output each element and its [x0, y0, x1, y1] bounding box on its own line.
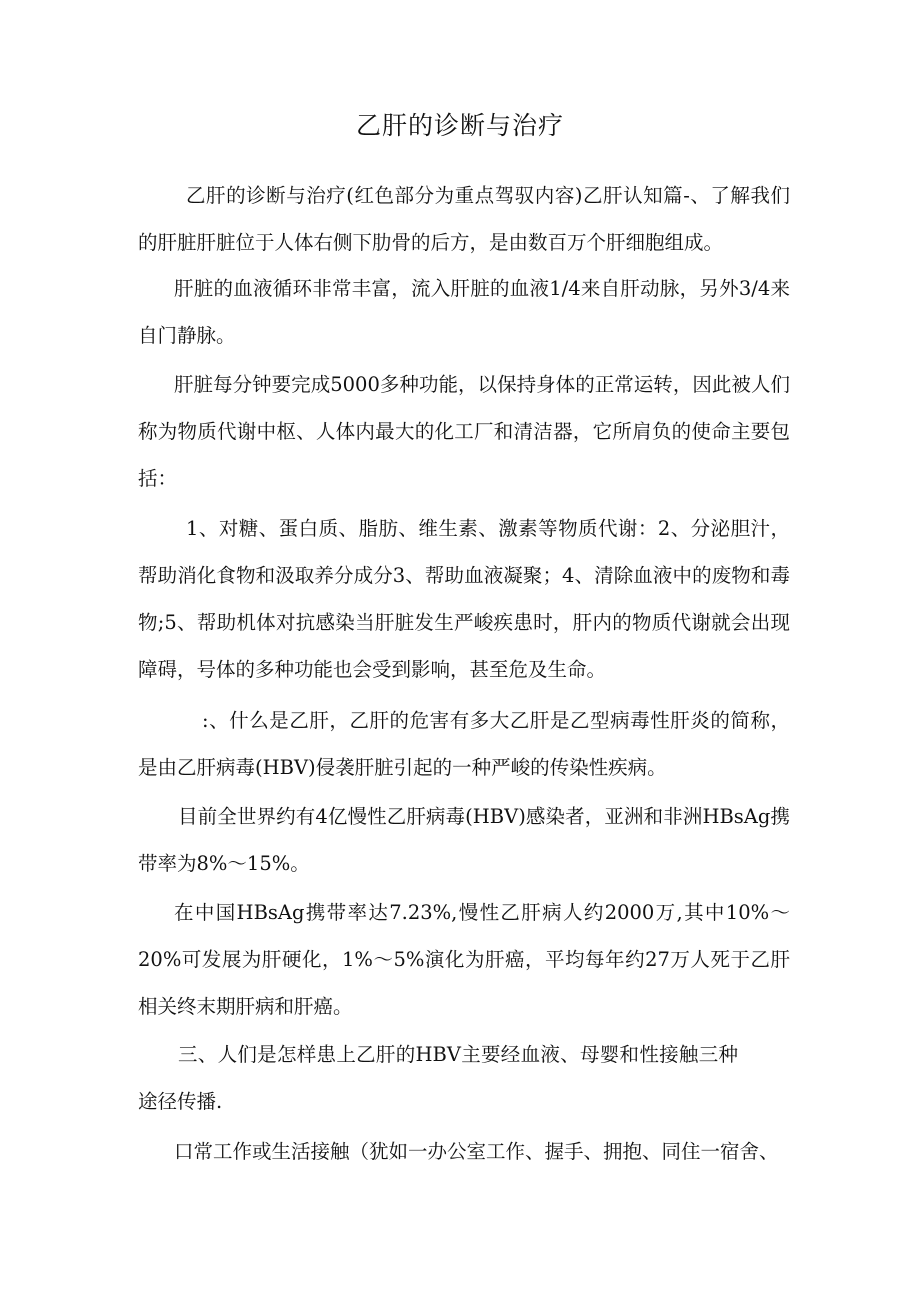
- paragraph-global-statistics: 目前全世界约有4亿慢性乙肝病毒(HBV)感染者，亚洲和非洲HBsAg携带率为8%～15%。: [138, 805, 790, 875]
- paragraph-liver-intro: 乙肝的诊断与治疗(红色部分为重点驾驭内容)乙肝认知篇-、了解我们的肝脏肝脏位于人体右侧下肋骨的后方，是由数百万个肝细胞组成。: [138, 184, 790, 254]
- paragraph-blood-circulation: 肝脏的血液循环非常丰富，流入肝脏的血液1/4来自肝动脉，另外3/4来自门静脉。: [138, 277, 790, 347]
- paragraph-function-list: 1、对糖、蛋白质、脂肪、维生素、激素等物质代谢：2、分泌胆汁，帮助消化食物和汲取养分成分3、帮助血液凝聚；4、清除血液中的废物和毒物;5、帮助机体对抗感染当肝脏发生严峻疾患时，肝内的物质代谢就会出现障碍，号体的多种功能也会受到影响，甚至危及生命。: [138, 517, 790, 681]
- paragraph-what-is-hepatitis-b: :、什么是乙肝，乙肝的危害有多大乙肝是乙型病毒性肝炎的简称，是由乙肝病毒(HBV)侵袭肝脏引起的一种严峻的传染性疾病。: [138, 709, 790, 779]
- document-title: 乙肝的诊断与治疗: [355, 111, 564, 140]
- paragraph-transmission: 三、人们是怎样患上乙肝的HBV主要经血液、母婴和性接触三种途径传播.: [138, 1043, 738, 1113]
- paragraph-liver-functions: 肝脏每分钟要完成5000多种功能，以保持身体的正常运转，因此被人们称为物质代谢中枢、人体内最大的化工厂和清洁器，它所肩负的使命主要包括：: [138, 373, 790, 490]
- paragraph-china-statistics: 在中国HBsAg携带率达7.23%,慢性乙肝病人约2000万,其中10%～20%可发展为肝硬化，1%～5%演化为肝癌，平均每年约27万人死于乙肝相关终末期肝病和肝癌。: [138, 901, 790, 1018]
- paragraph-daily-contact: 口常工作或生活接触（犹如一办公室工作、握手、拥抱、同住一宿舍、: [174, 1140, 779, 1163]
